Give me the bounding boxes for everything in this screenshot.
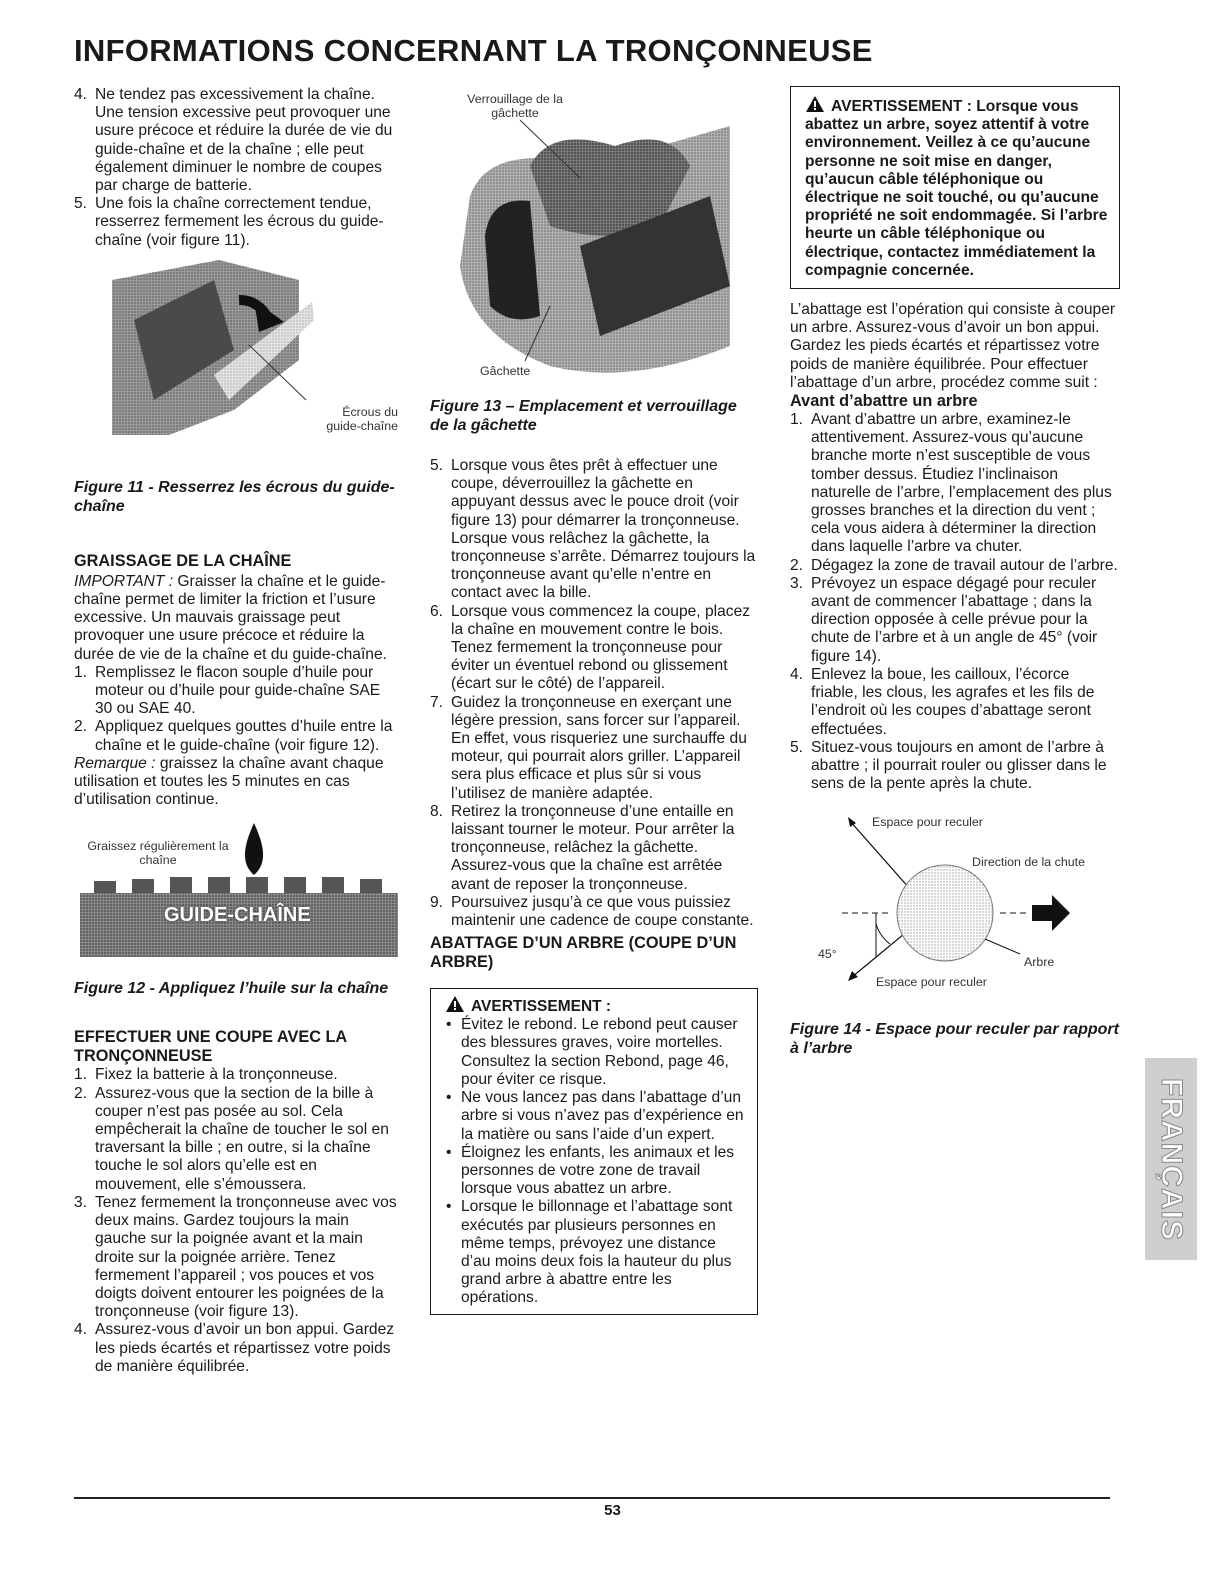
warning-box-environment: AVERTISSEMENT : Lorsque vous abattez un arbre, soyez attentif à votre environnement. Veillez à ce qu’aucune personne ne soit mise en danger, qu’aucun câble téléphonique ou électrique ne soit touché, ou qu’aucune propriété ne soit endommagée. Si l’arbre heurte un câble téléphonique ou électrique, contactez immédiatement la compagnie concernée. [790, 86, 1120, 289]
column-2 [430, 86, 758, 1315]
list-item: 5. Lorsque vous êtes prêt à effectuer une coupe, déverrouillez la gâchette en appuyant dessus avec le pouce droit (voir figure 13) pour démarrer la tronçonneuse. Lorsque vous relâchez la gâchette, la tronçonneuse s’arrête. Démarrez toujours la tronçonneuse avant qu’elle n’entre en contact avec la bille. [430, 457, 756, 602]
warning-icon [445, 995, 465, 1013]
list-item: 4. Ne tendez pas excessivement la chaîne. Une tension excessive peut provoquer une usure précoce et réduire la durée de vie du guide-chaîne et de la chaîne ; elle peut également diminuer le nombre de coupes par charge de batterie. [74, 86, 393, 195]
page-title: INFORMATIONS CONCERNANT LA TRONÇONNEUSE [74, 33, 873, 68]
fig14-angle: 45° [818, 947, 837, 962]
figure-14-caption: Figure 14 - Espace pour reculer par rapport à l’arbre [790, 1021, 1119, 1058]
warning-title: AVERTISSEMENT : [445, 995, 747, 1016]
list-item: 2. Appliquez quelques gouttes d’huile entre la chaîne et le guide-chaîne (voir figure 12). [74, 718, 393, 754]
fig14-retreat-bottom: Espace pour reculer [876, 975, 987, 990]
warning-item: • Lorsque le billonnage et l’abattage sont exécutés par plusieurs personnes en même temps, prévoyez une distance d’au moins deux fois la hauteur du plus grand arbre à abattre entre les opérations. [445, 1198, 747, 1307]
figure-13-caption: Figure 13 – Emplacement et verrouillage de la gâchette [430, 398, 737, 434]
list-item: 5. Une fois la chaîne correctement tendue, resserrez fermement les écrous du guide-chaîne (voir figure 11). [74, 195, 384, 249]
warning-icon [805, 95, 825, 113]
fig14-tree: Arbre [1024, 955, 1055, 970]
fall-direction-arrow [1032, 895, 1070, 931]
language-tab: FRANÇAIS [1145, 1058, 1197, 1260]
list-item: 3. Tenez fermement la tronçonneuse avec vos deux mains. Gardez toujours la main gauche sur la poignée avant et la main droite sur la poignée arrière. Tenez fermement l’appareil ; vos pouces et vos doigts doivent entourer les poignées de la tronçonneuse (voir figure 13). [74, 1193, 397, 1321]
cut-heading: EFFECTUER UNE COUPE AVEC LA TRONÇONNEUSE [74, 1028, 347, 1066]
fig11-label: Écrous du guide-chaîne [326, 404, 398, 433]
figure-12 [74, 823, 400, 963]
guide-bar-label: GUIDE-CHAÎNE [164, 904, 311, 927]
footer-divider [74, 1497, 1110, 1499]
cut-list-1 [74, 1066, 400, 1375]
list-item: 2. Dégagez la zone de travail autour de l’arbre. [790, 556, 1118, 574]
warning-item: • Ne vous lancez pas dans l’abattage d’un arbre si vous n’avez pas d’expérience en la matière ou sans l’aide d’un expert. [445, 1089, 747, 1144]
cut-list-2 [430, 457, 758, 930]
fig14-retreat-top: Espace pour reculer [872, 815, 983, 830]
fig14-direction: Direction de la chute [972, 855, 1085, 870]
tension-list [74, 86, 400, 250]
before-felling-heading: Avant d’abattre un arbre [790, 392, 978, 411]
figure-13 [430, 86, 758, 381]
list-item: 1. Remplissez le flacon souple d’huile pour moteur ou d’huile pour guide-chaîne SAE 30 ou SAE 40. [74, 663, 381, 718]
fig12-label: Graissez régulièrement la chaîne [87, 839, 229, 868]
list-item: 6. Lorsque vous commencez la coupe, placez la chaîne en mouvement contre le bois. Tenez fermement la tronçonneuse pour éviter un éventuel rebond ou glissement (écart sur le côté) de l’appareil. [430, 602, 751, 693]
column-1 [74, 86, 400, 1376]
list-item: 8. Retirez la tronçonneuse d’une entaille en laissant tourner le moteur. Pour arrêter la tronçonneuse, relâchez la gâchette. Assurez-vous que la chaîne est arrêtée avant de reposer la tronçonneuse. [430, 802, 735, 893]
warning-list [445, 1016, 747, 1307]
list-item: 3. Prévoyez un espace dégagé pour reculer avant de commencer l’abattage ; dans la direction opposée à celle prévue pour la chute de l’arbre et à un angle de 45° (voir figure 14). [790, 574, 1098, 665]
before-felling-list [790, 411, 1120, 793]
lube-intro: IMPORTANT : Graisser la chaîne et le guide-chaîne permet de limiter la friction et l’usure excessive. Un mauvais graissage peut provoquer une usure précoce et réduire la durée de vie de la chaîne et du guide-chaîne. [74, 572, 387, 663]
fig13-lock-label: Verrouillage de la gâchette [467, 92, 563, 120]
figure-12-caption: Figure 12 - Appliquez l’huile sur la chaîne [74, 980, 389, 998]
warning-item: • Éloignez les enfants, les animaux et les personnes de votre zone de travail lorsque vous abattez un arbre. [445, 1144, 747, 1199]
list-item: 7. Guidez la tronçonneuse en exerçant une légère pression, sans forcer sur l’appareil. En effet, vous risqueriez une surchauffe du moteur, qui pourrait alors griller. L’appareil sera plus efficace et plus sûr si vous l’utilisez de manière adaptée. [430, 693, 747, 802]
list-item: 9. Poursuivez jusqu’à ce que vous puissiez maintenir une cadence de coupe constante. [430, 893, 754, 930]
oil-drop-icon [245, 823, 263, 875]
fig13-trigger-label: Gâchette [480, 364, 531, 378]
warning-item: • Évitez le rebond. Le rebond peut causer des blessures graves, voire mortelles. Consultez la section Rebond, page 46, pour éviter ce risque. [445, 1016, 747, 1089]
figure-11-caption: Figure 11 - Resserrez les écrous du guide-chaîne [74, 478, 395, 515]
figure-11 [74, 260, 400, 460]
lube-note: Remarque : graissez la chaîne avant chaque utilisation et toutes les 5 minutes en cas d’utilisation continue. [74, 754, 384, 809]
lube-list [74, 664, 400, 755]
page-number: 53 [604, 1502, 621, 1519]
warning-box-felling [430, 988, 758, 1314]
list-item: 5. Situez-vous toujours en amont de l’arbre à abattre ; il pourrait rouler ou glisser dans le sens de la pente après la chute. [790, 738, 1107, 793]
felling-heading: ABATTAGE D’UN ARBRE (COUPE D’UN ARBRE) [430, 934, 737, 972]
felling-diagram [790, 809, 1120, 994]
trigger-illustration [430, 86, 758, 381]
felling-intro: L’abattage est l’opération qui consiste à couper un arbre. Assurez-vous d’avoir un bon appui. Gardez les pieds écartés et répartissez votre poids de manière équilibrée. Pour effectuer l’abattage d’un arbre, procédez comme suit : [790, 301, 1116, 391]
list-item: 1. Fixez la batterie à la tronçonneuse. [74, 1066, 338, 1084]
column-3 [790, 86, 1120, 1058]
list-item: 1. Avant d’abattre un arbre, examinez-le attentivement. Assurez-vous qu’aucune branche morte n’est susceptible de vous tomber dessus. Étudiez l’inclinaison naturelle de l’arbre, l’emplacement des plus grosses branches et la direction du vent ; cela vous aidera à déterminer la direction dans laquelle l’arbre va chuter. [790, 411, 1112, 556]
lube-heading: GRAISSAGE DE LA CHAÎNE [74, 551, 292, 570]
list-item: 4. Assurez-vous d’avoir un bon appui. Gardez les pieds écartés et répartissez votre poids de manière équilibrée. [74, 1321, 395, 1375]
figure-14 [790, 809, 1120, 994]
list-item: 2. Assurez-vous que la section de la bille à couper n’est pas posée au sol. Cela empêcherait la chaîne de toucher le sol en traversant la bille ; en outre, si la chaîne touche le sol alors qu’elle est en mouvement, elle s’émoussera. [74, 1084, 389, 1193]
chain-bar-illustration [74, 823, 400, 963]
list-item: 4. Enlevez la boue, les cailloux, l’écorce friable, les clous, les agrafes et les fils de l’endroit où les coupes d’abattage seront effectuées. [790, 665, 1095, 738]
